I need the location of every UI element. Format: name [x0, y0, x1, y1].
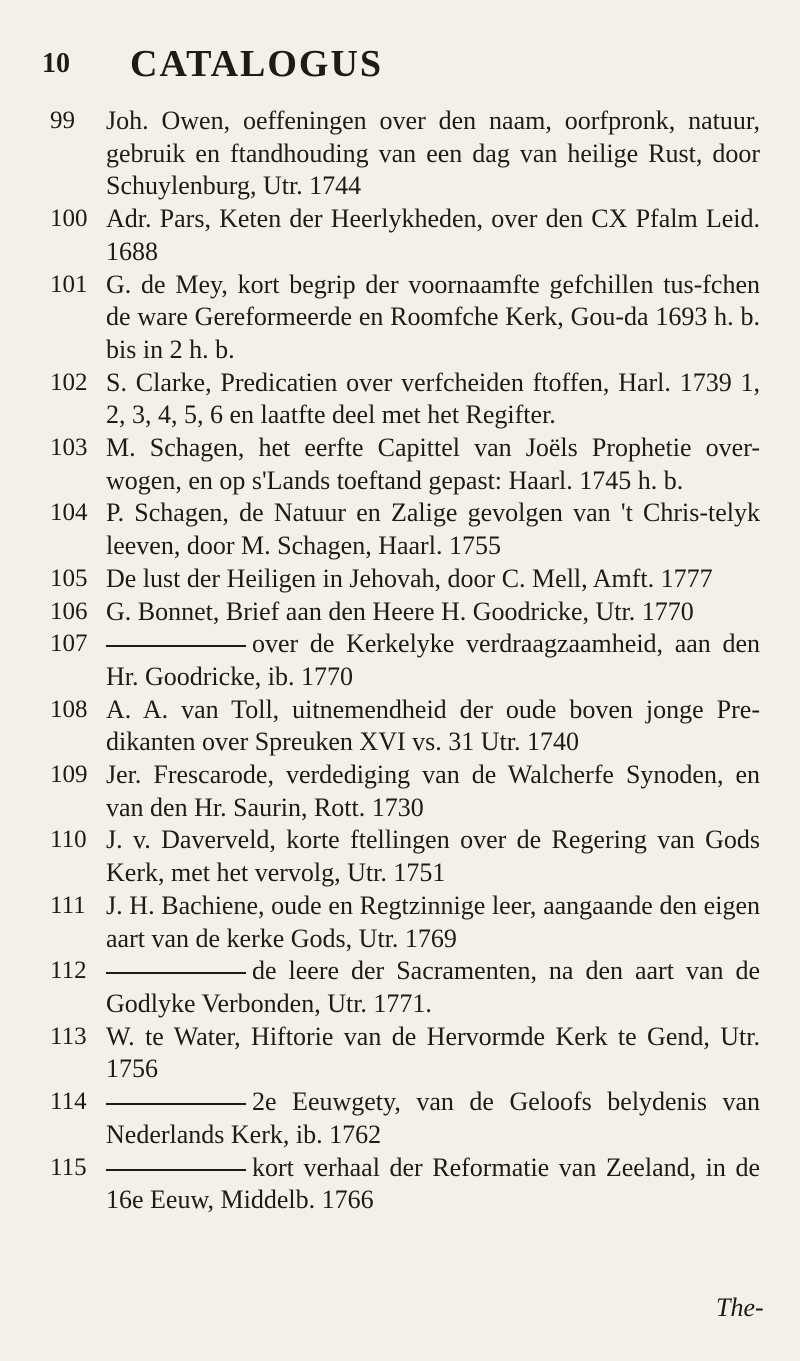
- catalogue-entry: [40, 497, 760, 562]
- catalogue-entry: [40, 596, 760, 629]
- catalogue-entry: [40, 105, 760, 203]
- entry-description: De lust der Heiligen in Jehovah, door C. Mell, Amft. 1777: [106, 563, 713, 593]
- catalogue-entry: [40, 628, 760, 693]
- entry-description: S. Clarke, Predicatien over verfcheiden ftoffen, Harl. 1739 1, 2, 3, 4, 5, 6 en laatfte deel met het Regifter.: [106, 367, 760, 430]
- ditto-dash: [106, 1103, 246, 1105]
- entry-text: [106, 596, 760, 629]
- entry-text: [106, 628, 760, 693]
- catalogue-entry: [40, 824, 760, 889]
- page-header: [0, 40, 800, 90]
- running-title: CATALOGUS: [130, 43, 384, 85]
- catalogue-entry: [40, 890, 760, 955]
- catalogue-entry: [40, 694, 760, 759]
- entry-number: 107: [50, 630, 88, 658]
- entry-description: A. A. van Toll, uitnemendheid der oude boven jonge Pre-dikanten over Spreuken XVI vs. 31 Utr. 1740: [106, 694, 760, 757]
- entry-number: 108: [50, 695, 88, 723]
- page-number: 10: [42, 48, 70, 79]
- entry-text: [106, 269, 760, 367]
- entry-number: 105: [50, 564, 88, 592]
- entry-number: 114: [50, 1088, 87, 1116]
- entry-text: [106, 1021, 760, 1086]
- catalogue-entry: [40, 759, 760, 824]
- entry-text: [106, 759, 760, 824]
- entry-description: Adr. Pars, Keten der Heerlykheden, over den CX Pfalm Leid. 1688: [106, 204, 760, 266]
- entry-text: [106, 694, 760, 759]
- entry-text: [106, 497, 760, 562]
- entry-description: Joh. Owen, oeffeningen over den naam, oorfpronk, natuur, gebruik en ftandhouding van een dag van heilige Rust, door Schuylenburg, Utr. 1744: [106, 106, 760, 201]
- entry-number: 103: [50, 434, 88, 462]
- catalogue-entry: [40, 563, 760, 596]
- entry-description: M. Schagen, het eerfte Capittel van Joëls Prophetie over-wogen, en op s'Lands toeftand gepast: Haarl. 1745 h. b.: [106, 433, 760, 495]
- entry-text: [106, 432, 760, 497]
- catchword: The-: [716, 1293, 764, 1322]
- ditto-dash: [106, 645, 246, 647]
- entry-description: J. v. Daverveld, korte ftellingen over de Regering van Gods Kerk, met het vervolg, Utr. 1751: [106, 825, 760, 888]
- entry-number: 112: [50, 957, 87, 985]
- entry-number: 115: [50, 1153, 87, 1181]
- catalogue-entry: [40, 1152, 760, 1217]
- entry-number: 102: [50, 368, 88, 396]
- entry-description: kort verhaal der Reformatie van Zeeland, in de 16e Eeuw, Middelb. 1766: [106, 1152, 760, 1215]
- entry-text: [106, 367, 760, 432]
- catalogue-entry: [40, 432, 760, 497]
- entry-text: [106, 563, 760, 596]
- entry-number: 100: [50, 205, 88, 233]
- entry-number: 104: [50, 499, 88, 527]
- entry-description: 2e Eeuwgety, van de Geloofs belydenis van Nederlands Kerk, ib. 1762: [106, 1087, 760, 1149]
- entry-description: Jer. Frescarode, verdediging van de Walcherfe Synoden, en van den Hr. Saurin, Rott. 1730: [106, 760, 760, 822]
- catalogue-entry: [40, 367, 760, 432]
- entry-text: [106, 105, 760, 203]
- entry-description: J. H. Bachiene, oude en Regtzinnige leer, aangaande den eigen aart van de kerke Gods, Utr. 1769: [106, 890, 760, 953]
- ditto-dash: [106, 1169, 246, 1171]
- entry-text: [106, 824, 760, 889]
- entry-description: P. Schagen, de Natuur en Zalige gevolgen van 't Chris-telyk leeven, door M. Schagen, Haarl. 1755: [106, 498, 760, 561]
- entry-text: [106, 1086, 760, 1151]
- entry-number: 113: [50, 1022, 87, 1050]
- entry-description: de leere der Sacramenten, na den aart van de Godlyke Verbonden, Utr. 1771.: [106, 956, 760, 1018]
- catalogue-entry: [40, 269, 760, 367]
- entry-number: 101: [50, 270, 88, 298]
- entry-text: [106, 890, 760, 955]
- ditto-dash: [106, 972, 246, 974]
- entry-text: [106, 955, 760, 1020]
- entry-description: over de Kerkelyke verdraagzaamheid, aan den Hr. Goodricke, ib. 1770: [106, 629, 760, 691]
- entry-text: [106, 203, 760, 268]
- entry-description: G. de Mey, kort begrip der voornaamfte gefchillen tus-fchen de ware Gereformeerde en Roomfche Kerk, Gou-da 1693 h. b. bis in 2 h. b.: [106, 269, 760, 364]
- entry-description: G. Bonnet, Brief aan den Heere H. Goodricke, Utr. 1770: [106, 596, 694, 626]
- entry-number: 99: [50, 107, 75, 134]
- entry-text: [106, 1152, 760, 1217]
- entry-description: W. te Water, Hiftorie van de Hervormde Kerk te Gend, Utr. 1756: [106, 1021, 760, 1084]
- catalogue-entry: [40, 1086, 760, 1151]
- catalogue-entry: [40, 1021, 760, 1086]
- catalogue-entry: [40, 203, 760, 268]
- entry-number: 111: [50, 891, 86, 919]
- entry-number: 110: [50, 826, 87, 854]
- entry-number: 106: [50, 597, 88, 625]
- catalogue-entries: [40, 105, 760, 1217]
- entry-number: 109: [50, 761, 88, 789]
- catalogue-entry: [40, 955, 760, 1020]
